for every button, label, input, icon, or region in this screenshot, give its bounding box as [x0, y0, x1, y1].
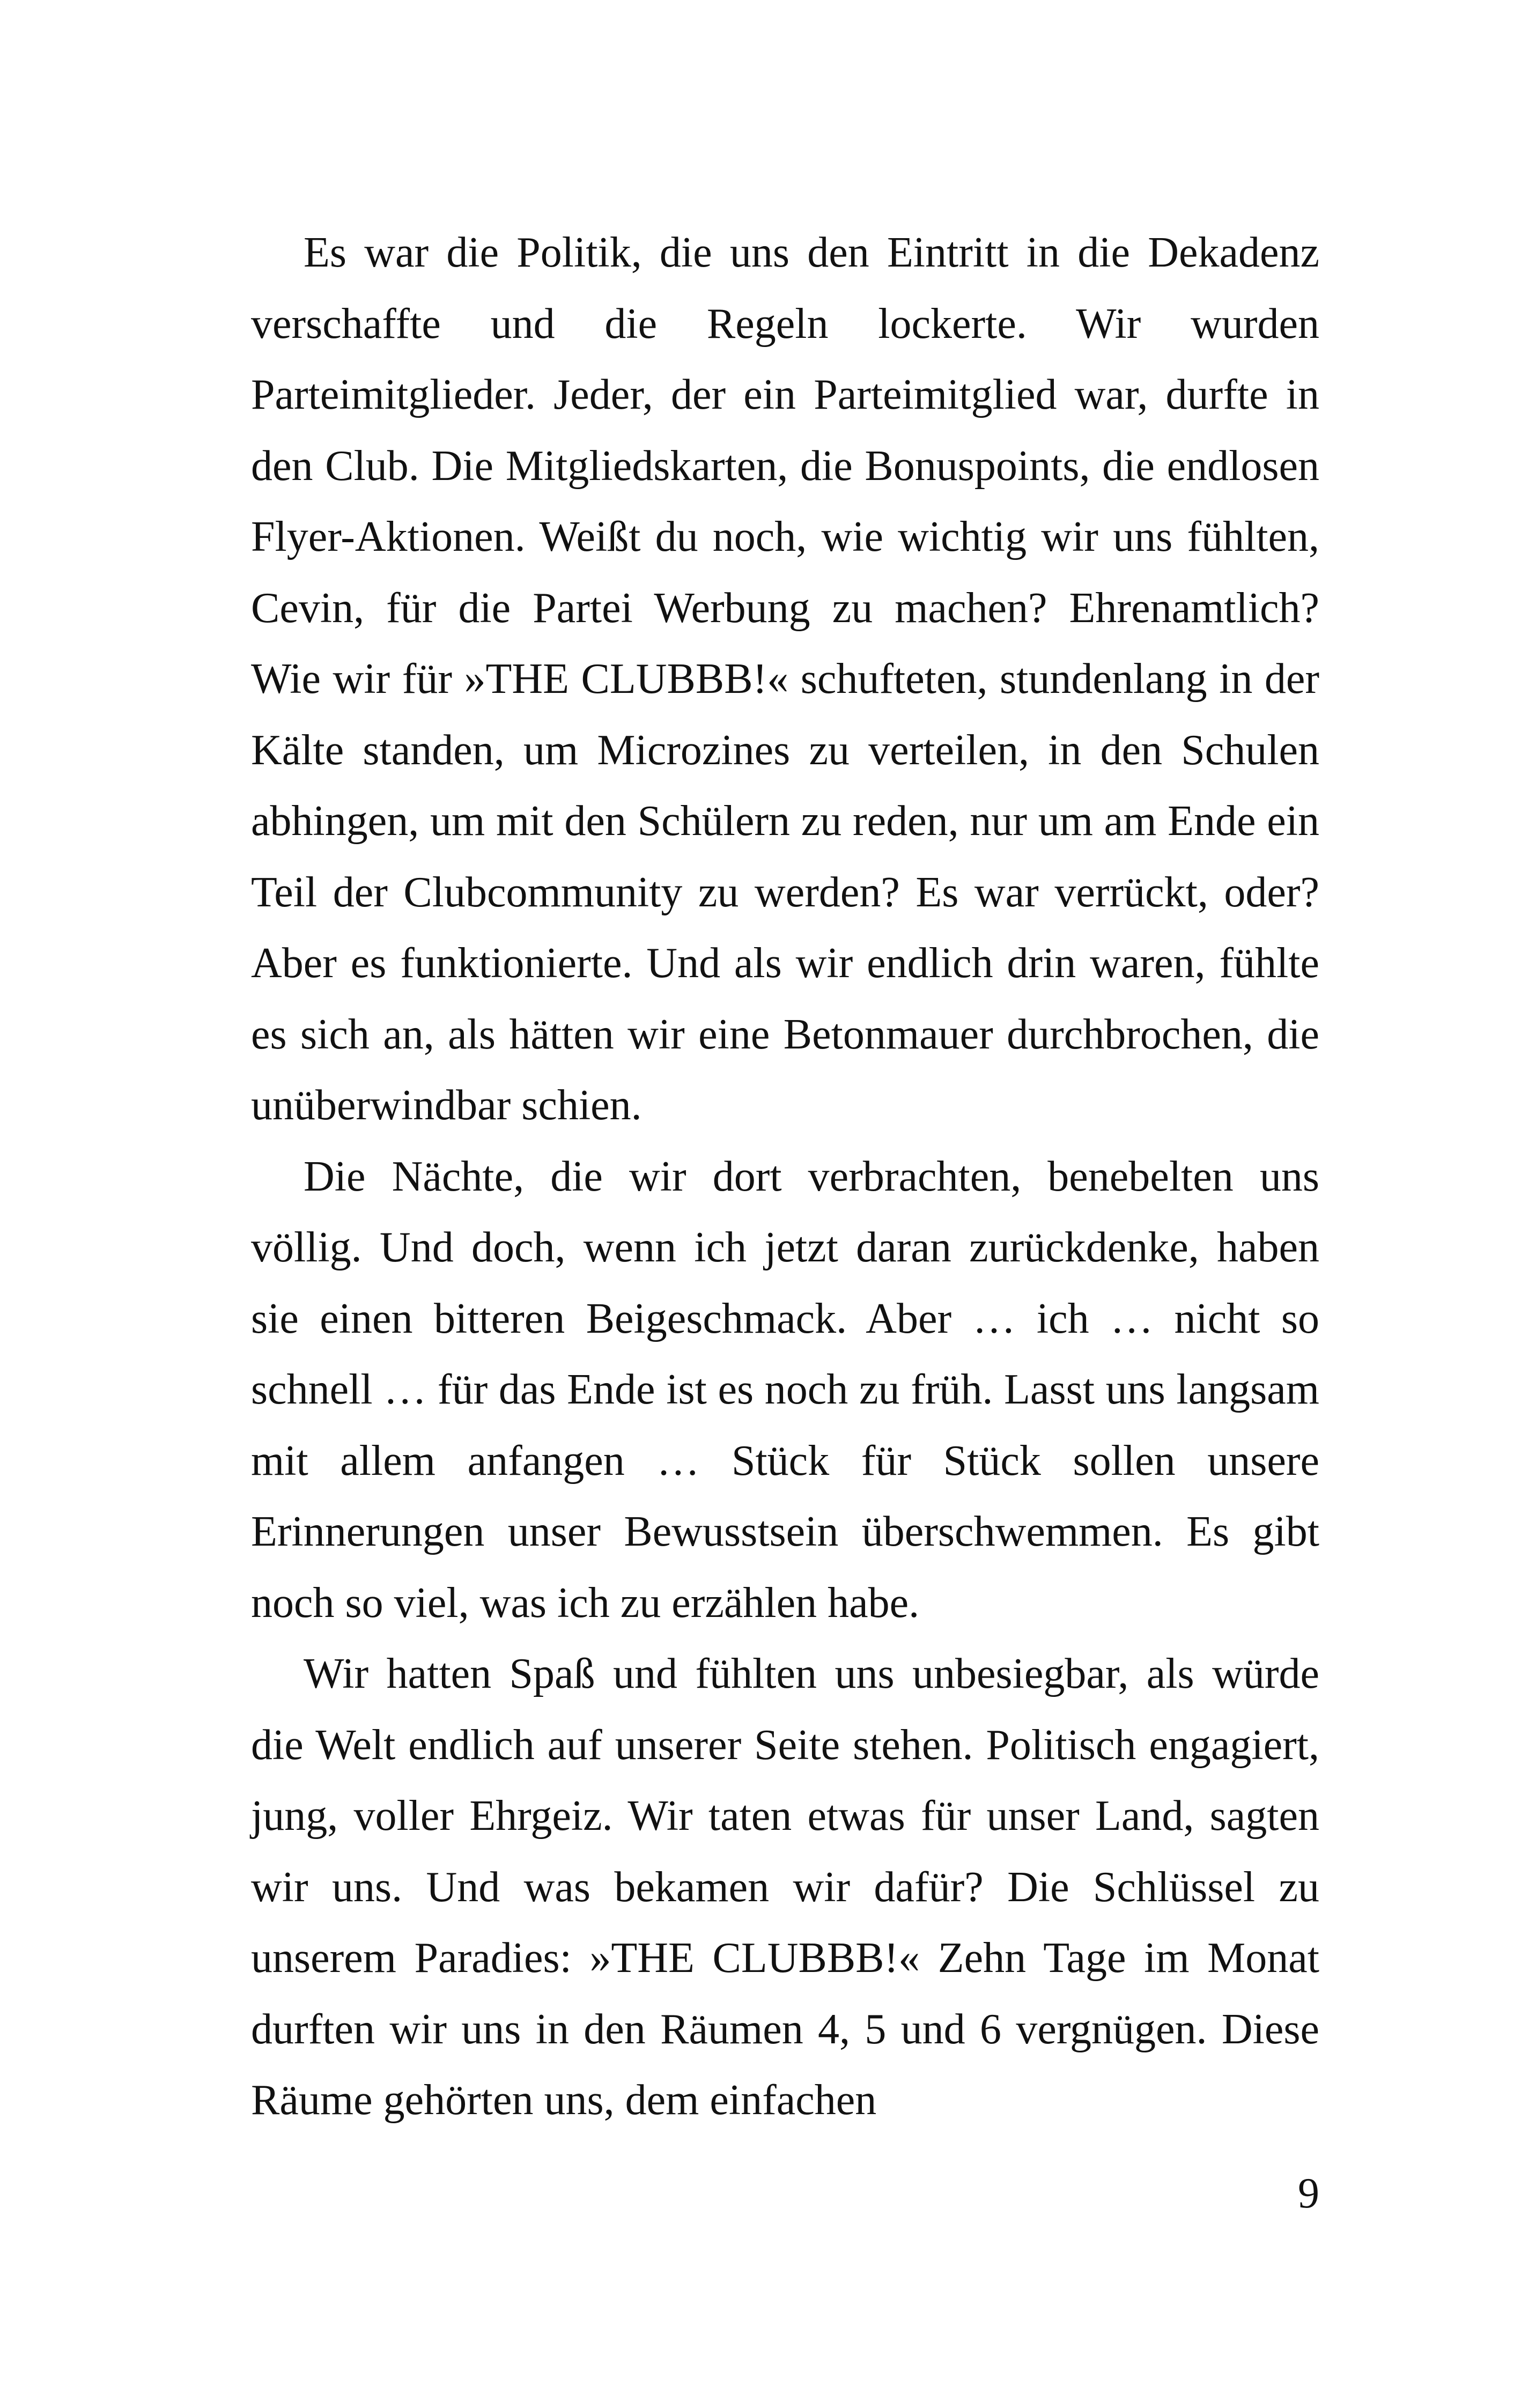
paragraph-2: Die Nächte, die wir dort verbrachten, benebelten uns völlig. Und doch, wenn ich jetzt daran zurückdenke, haben sie einen bitteren Beigeschmack. Aber … ich … nicht so schnell … für das Ende ist es noch zu früh. Lasst uns langsam mit allem anfangen … Stück für Stück sollen unsere Erinnerungen unser Bewusstsein überschwemmen. Es gibt noch so viel, was ich zu erzählen habe.	[251, 1153, 1319, 1627]
body-text	[251, 217, 1319, 2136]
paragraph-1: Es war die Politik, die uns den Eintritt in die Dekadenz verschaffte und die Regeln lockerte. Wir wurden Parteimitglieder. Jeder, der ein Parteimitglied war, durfte in den Club. Die Mitgliedskarten, die Bonuspoints, die endlosen Flyer-Aktionen. Weißt du noch, wie wichtig wir uns fühlten, Cevin, für die Partei Werbung zu machen? Ehrenamtlich? Wie wir für »THE CLUBBB!« schufteten, stundenlang in der Kälte standen, um Microzines zu verteilen, in den Schulen abhingen, um mit den Schülern zu reden, nur um am Ende ein Teil der Clubcommunity zu werden? Es war verrückt, oder? Aber es funktionierte. Und als wir endlich drin waren, fühlte es sich an, als hätten wir eine Betonmauer durchbrochen, die unüberwindbar schien.	[251, 229, 1319, 1129]
page-number: 9	[1298, 2170, 1319, 2217]
paragraph-3: Wir hatten Spaß und fühlten uns unbesiegbar, als würde die Welt endlich auf unserer Seite stehen. Politisch engagiert, jung, voller Ehrgeiz. Wir taten etwas für unser Land, sagten wir uns. Und was bekamen wir dafür? Die Schlüssel zu unserem Paradies: »THE CLUBBB!« Zehn Tage im Monat durften wir uns in den Räumen 4, 5 und 6 vergnügen. Diese Räume gehörten uns, dem einfachen	[251, 1650, 1319, 2124]
